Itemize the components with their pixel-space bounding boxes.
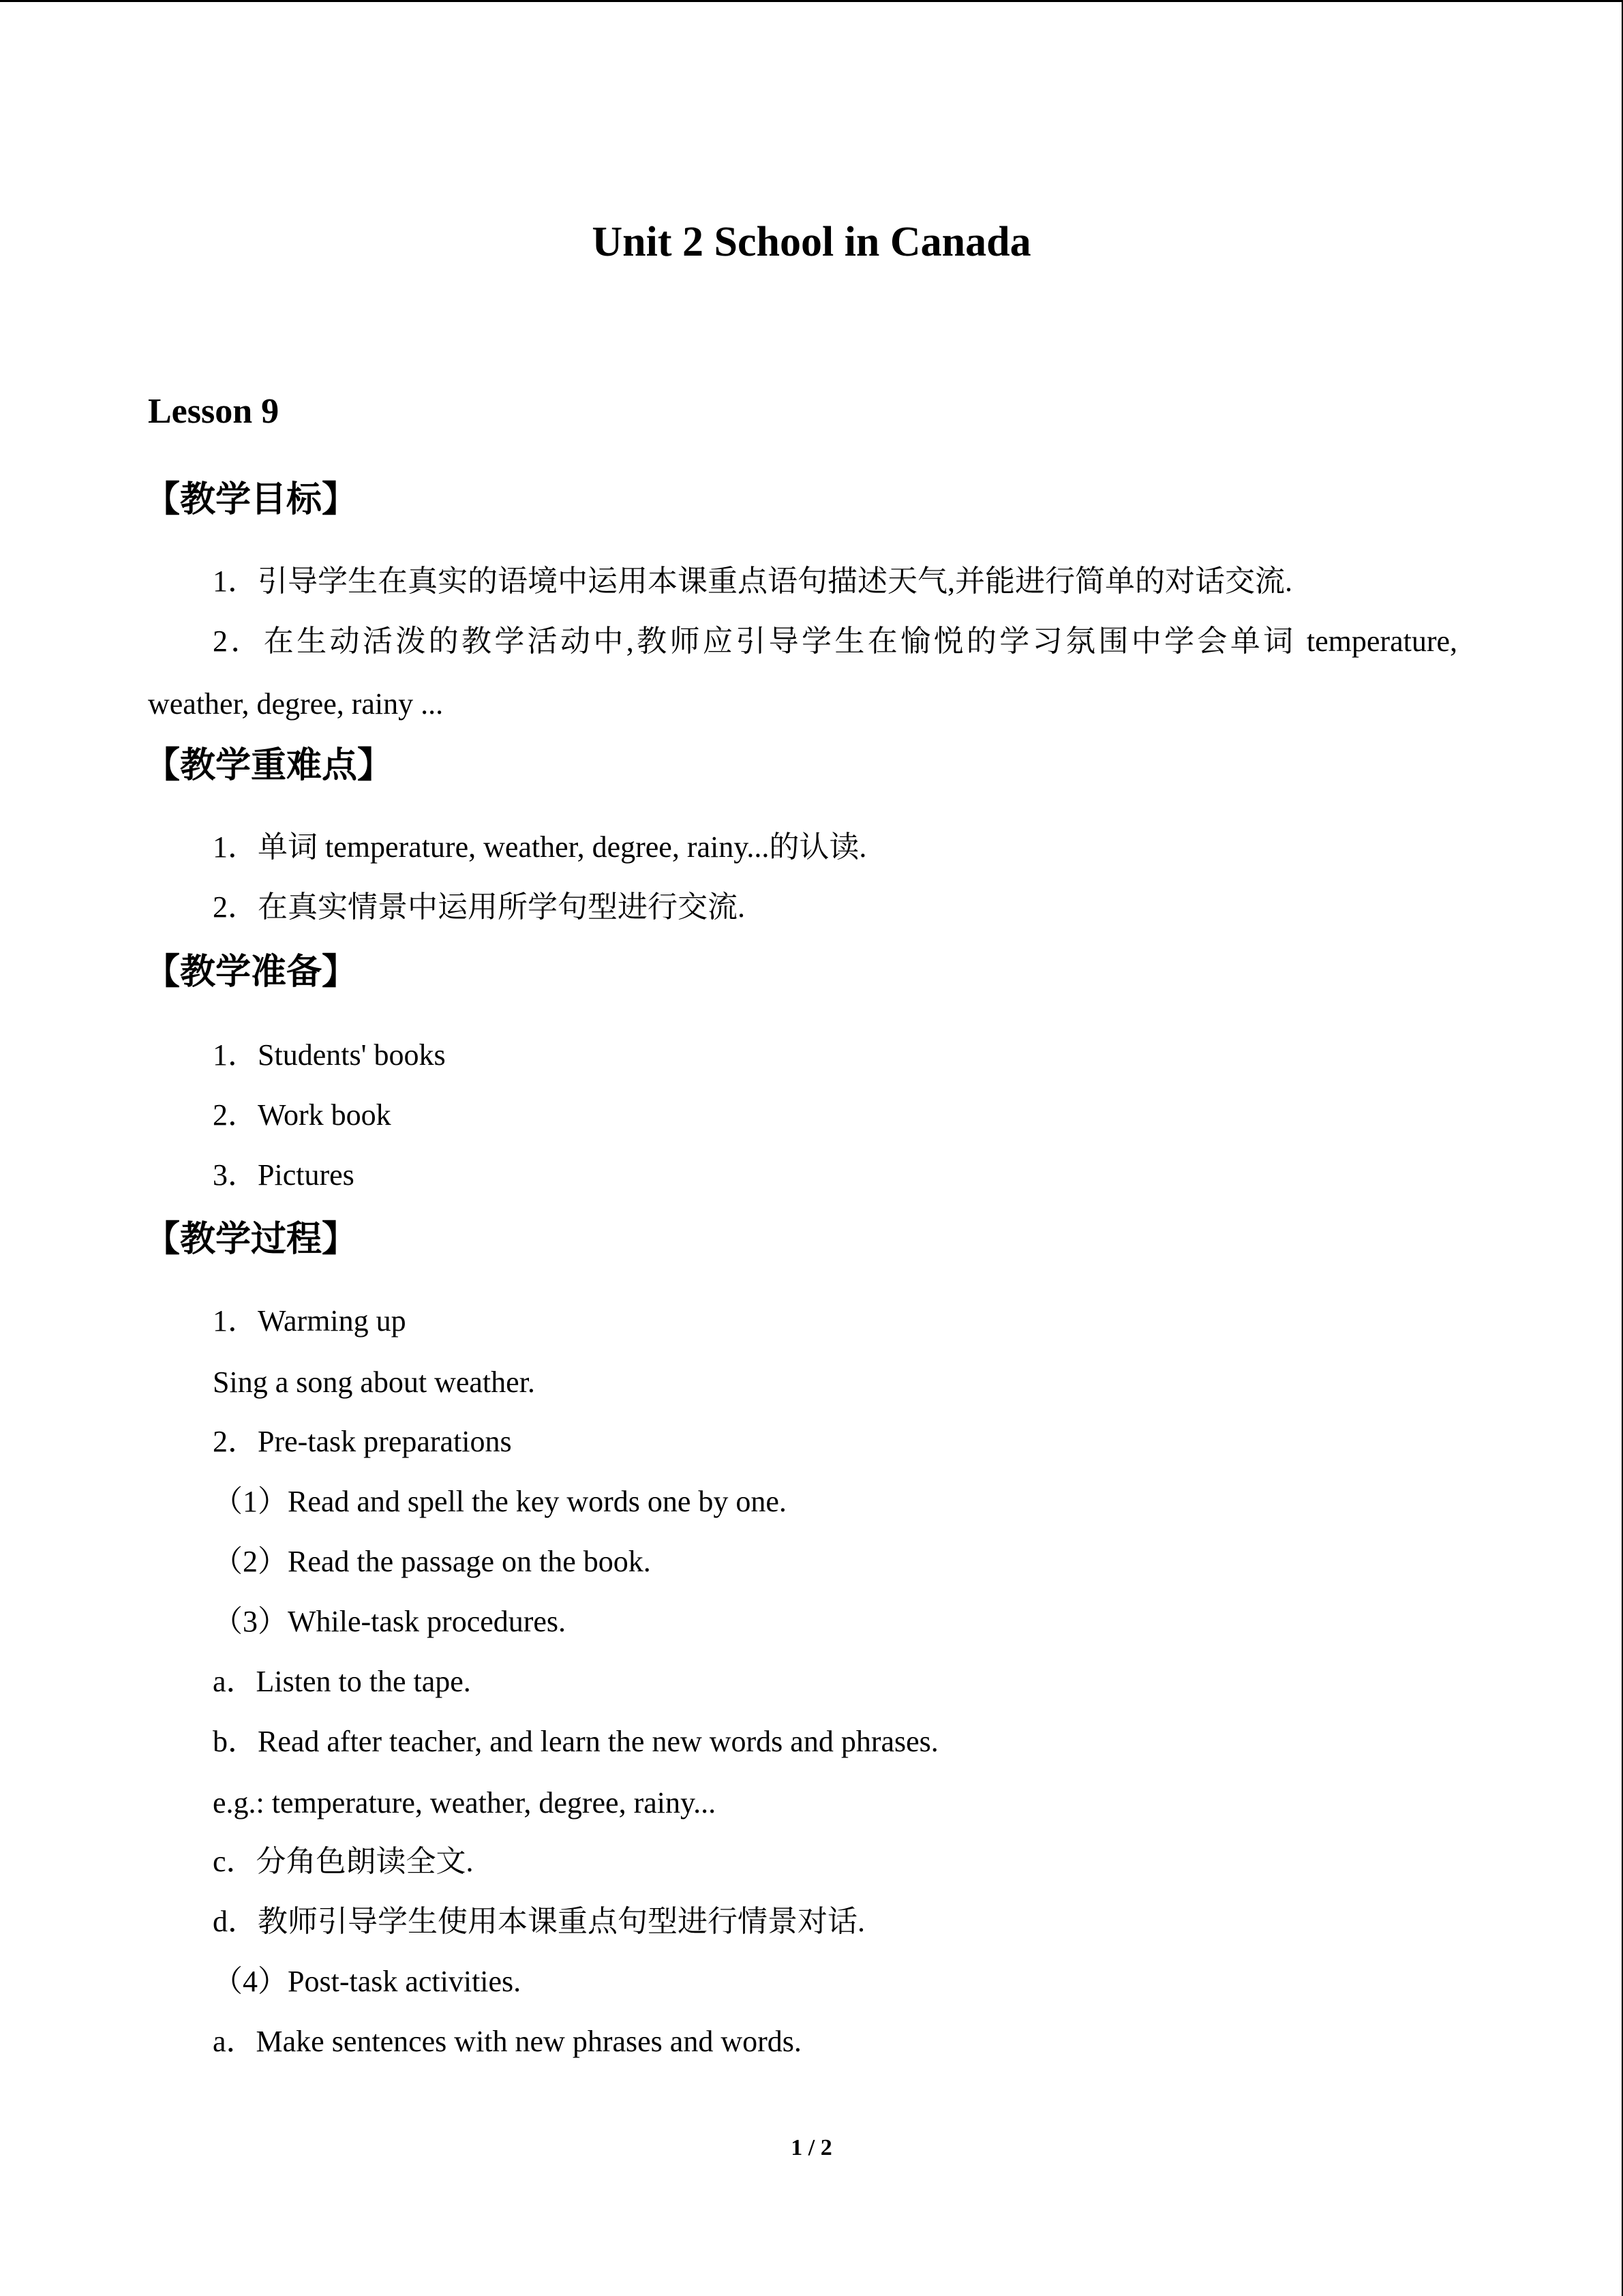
preparation-line-1: 1．Students' books bbox=[213, 1038, 446, 1072]
procedure-line-12: （4）Post-task activities. bbox=[213, 1965, 521, 1998]
procedure-line-2: Sing a song about weather. bbox=[213, 1365, 535, 1399]
procedure-line-6: （3）While-task procedures. bbox=[213, 1605, 566, 1638]
procedure-line-9: e.g.: temperature, weather, degree, rainy... bbox=[213, 1786, 716, 1819]
procedure-line-1: 1．Warming up bbox=[213, 1304, 406, 1338]
procedure-line-7: a．Listen to the tape. bbox=[213, 1665, 471, 1698]
procedure-line-13: a．Make sentences with new phrases and words. bbox=[213, 2025, 802, 2058]
section-heading-preparation: 【教学准备】 bbox=[145, 952, 358, 993]
page-number: 1 / 2 bbox=[791, 2135, 832, 2160]
key-point-line-1: 1．单词 temperature, weather, degree, rainy...的认读. bbox=[213, 830, 867, 864]
procedure-line-3: 2．Pre-task preparations bbox=[213, 1425, 512, 1458]
objective-line-2: 2．在生动活泼的教学活动中,教师应引导学生在愉悦的学习氛围中学会单词 temperature, bbox=[213, 624, 1457, 658]
procedure-line-11: d．教师引导学生使用本课重点句型进行情景对话. bbox=[213, 1905, 865, 1938]
document-title: Unit 2 School in Canada bbox=[592, 219, 1031, 265]
procedure-line-5: （2）Read the passage on the book. bbox=[213, 1545, 651, 1578]
procedure-line-8: b．Read after teacher, and learn the new words and phrases. bbox=[213, 1725, 939, 1758]
section-heading-procedure: 【教学过程】 bbox=[145, 1219, 358, 1260]
section-heading-key-points: 【教学重难点】 bbox=[145, 745, 393, 786]
preparation-line-2: 2．Work book bbox=[213, 1098, 391, 1132]
objective-line-1: 1．引导学生在真实的语境中运用本课重点语句描述天气,并能进行简单的对话交流. bbox=[213, 564, 1292, 598]
procedure-line-4: （1）Read and spell the key words one by one. bbox=[213, 1485, 787, 1518]
procedure-line-10: c．分角色朗读全文. bbox=[213, 1845, 474, 1878]
objective-line-2-continued: weather, degree, rainy ... bbox=[148, 687, 444, 721]
lesson-heading: Lesson 9 bbox=[148, 392, 279, 431]
section-heading-objectives: 【教学目标】 bbox=[145, 479, 358, 520]
key-point-line-2: 2．在真实情景中运用所学句型进行交流. bbox=[213, 890, 745, 924]
preparation-line-3: 3．Pictures bbox=[213, 1158, 354, 1192]
